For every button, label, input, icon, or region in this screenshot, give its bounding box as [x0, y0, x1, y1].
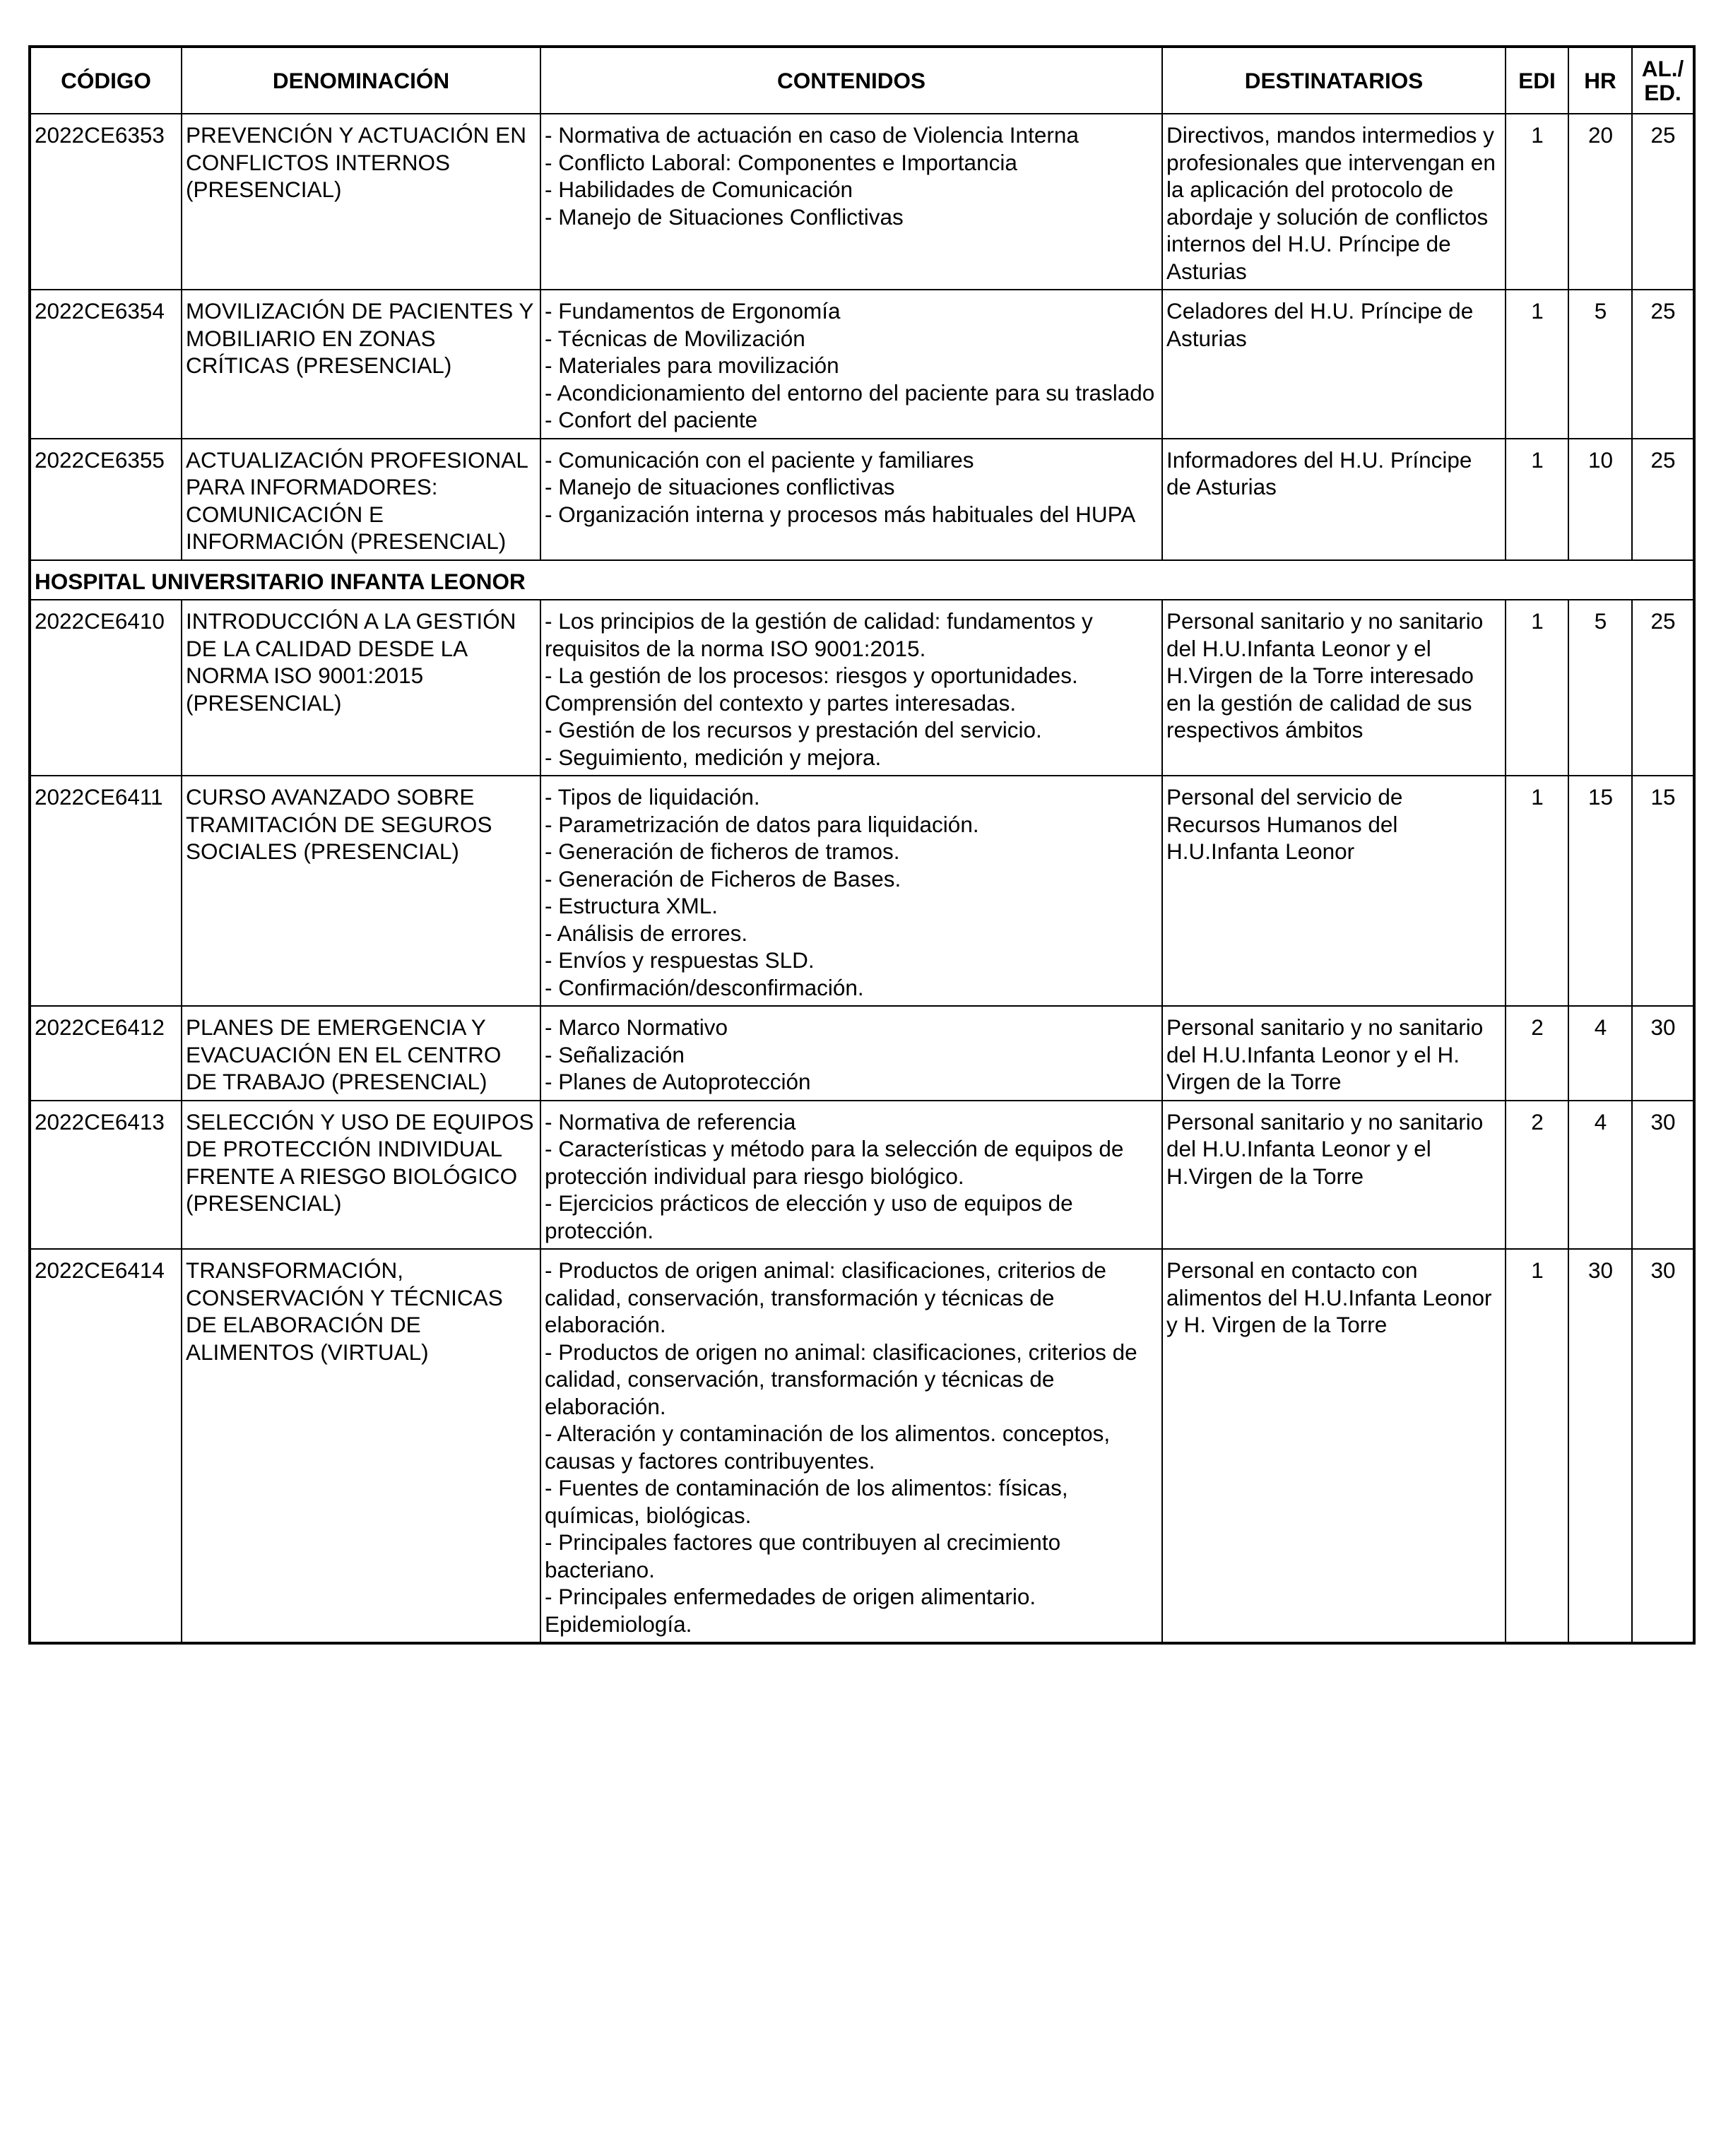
cell-denominacion: TRANSFORMACIÓN, CONSERVACIÓN Y TÉCNICAS DE ELABORACIÓN DE ALIMENTOS (VIRTUAL)	[182, 1249, 540, 1643]
header-codigo: CÓDIGO	[30, 47, 182, 114]
cell-hr: 4	[1568, 1006, 1632, 1101]
table-body-principe-asturias	[30, 114, 1694, 560]
cell-destinatarios: Personal en contacto con alimentos del H.U.Infanta Leonor y H. Virgen de la Torre	[1162, 1249, 1506, 1643]
cell-edi: 1	[1506, 290, 1568, 439]
cell-denominacion: ACTUALIZACIÓN PROFESIONAL PARA INFORMADORES: COMUNICACIÓN E INFORMACIÓN (PRESENCIAL)	[182, 439, 540, 560]
contenido-item: - Normativa de referencia	[545, 1108, 796, 1135]
cell-denominacion: SELECCIÓN Y USO DE EQUIPOS DE PROTECCIÓN INDIVIDUAL FRENTE A RIESGO BIOLÓGICO (PRESENCIAL)	[182, 1101, 540, 1250]
cell-edi: 1	[1506, 114, 1568, 290]
section-header-group	[30, 560, 1694, 600]
header-destinatarios: DESTINATARIOS	[1162, 47, 1506, 114]
contenido-item: - Fundamentos de Ergonomía	[545, 298, 841, 324]
cell-destinatarios: Celadores del H.U. Príncipe de Asturias	[1162, 290, 1506, 439]
cell-denominacion: PLANES DE EMERGENCIA Y EVACUACIÓN EN EL CENTRO DE TRABAJO (PRESENCIAL)	[182, 1006, 540, 1101]
header-al-ed	[1632, 47, 1694, 114]
table-row	[30, 1006, 1694, 1101]
cell-edi: 1	[1506, 439, 1568, 560]
cell-hr: 4	[1568, 1101, 1632, 1250]
cell-al-ed: 25	[1632, 600, 1694, 776]
table-row	[30, 1249, 1694, 1643]
cell-contenidos	[540, 1006, 1162, 1101]
contenido-item: - La gestión de los procesos: riesgos y oportunidades. Comprensión del contexto y partes interesadas.	[545, 663, 1078, 716]
cell-contenidos	[540, 114, 1162, 290]
header-hr: HR	[1568, 47, 1632, 114]
table-row	[30, 776, 1694, 1006]
contenido-item: - Tipos de liquidación.	[545, 784, 760, 810]
contenido-item: - Ejercicios prácticos de elección y uso de equipos de protección.	[545, 1190, 1073, 1243]
table-row	[30, 600, 1694, 776]
cell-denominacion: MOVILIZACIÓN DE PACIENTES Y MOBILIARIO EN ZONAS CRÍTICAS (PRESENCIAL)	[182, 290, 540, 439]
contenido-item: - Manejo de Situaciones Conflictivas	[545, 203, 904, 230]
cell-denominacion: INTRODUCCIÓN A LA GESTIÓN DE LA CALIDAD DESDE LA NORMA ISO 9001:2015 (PRESENCIAL)	[182, 600, 540, 776]
cell-contenidos	[540, 1249, 1162, 1643]
contenido-item: - Técnicas de Movilización	[545, 325, 805, 351]
contenido-item: - Acondicionamiento del entorno del paciente para su traslado	[545, 379, 1155, 405]
cell-hr: 5	[1568, 600, 1632, 776]
header-al-ed-line2: ED.	[1644, 80, 1681, 105]
contenido-item: - Gestión de los recursos y prestación del servicio.	[545, 717, 1042, 742]
cell-destinatarios: Personal sanitario y no sanitario del H.U.Infanta Leonor y el H. Virgen de la Torre	[1162, 1006, 1506, 1101]
cell-al-ed: 15	[1632, 776, 1694, 1006]
contenido-item: - Señalización	[545, 1041, 685, 1067]
cell-edi: 1	[1506, 1249, 1568, 1643]
contenido-item: - Características y método para la selección de equipos de protección individual para riesgo biológico.	[545, 1136, 1124, 1189]
contenido-item: - Generación de ficheros de tramos.	[545, 839, 900, 864]
header-row	[30, 47, 1694, 114]
cell-denominacion: CURSO AVANZADO SOBRE TRAMITACIÓN DE SEGUROS SOCIALES (PRESENCIAL)	[182, 776, 540, 1006]
table-row	[30, 290, 1694, 439]
cell-hr: 30	[1568, 1249, 1632, 1643]
cell-hr: 20	[1568, 114, 1632, 290]
cell-contenidos	[540, 776, 1162, 1006]
cell-hr: 10	[1568, 439, 1632, 560]
contenido-item: - Generación de Ficheros de Bases.	[545, 865, 901, 892]
contenido-item: - Marco Normativo	[545, 1014, 728, 1040]
contenido-item: - Envíos y respuestas SLD.	[545, 947, 815, 973]
contenido-item: - Comunicación con el paciente y familiares	[545, 446, 974, 473]
header-denominacion: DENOMINACIÓN	[182, 47, 540, 114]
cell-al-ed: 30	[1632, 1006, 1694, 1101]
contenido-item: - Alteración y contaminación de los alimentos. conceptos, causas y factores contribuyentes.	[545, 1421, 1111, 1474]
table-body-infanta-leonor	[30, 600, 1694, 1643]
contenido-item: - Materiales para movilización	[545, 353, 839, 378]
cell-destinatarios: Directivos, mandos intermedios y profesionales que intervengan en la aplicación del protocolo de abordaje y solución de conflictos internos del H.U. Príncipe de Asturias	[1162, 114, 1506, 290]
cell-al-ed: 30	[1632, 1101, 1694, 1250]
cell-hr: 5	[1568, 290, 1632, 439]
cell-hr: 15	[1568, 776, 1632, 1006]
section-row	[30, 560, 1694, 600]
contenido-item: - Principales factores que contribuyen al crecimiento bacteriano.	[545, 1529, 1061, 1582]
cell-al-ed: 25	[1632, 290, 1694, 439]
cell-codigo: 2022CE6355	[30, 439, 182, 560]
contenido-item: - Seguimiento, medición y mejora.	[545, 744, 882, 770]
contenido-item: - Habilidades de Comunicación	[545, 177, 853, 202]
contenido-item: - Los principios de la gestión de calidad: fundamentos y requisitos de la norma ISO 9001:2015.	[545, 608, 1093, 661]
cell-edi: 2	[1506, 1006, 1568, 1101]
cell-codigo: 2022CE6413	[30, 1101, 182, 1250]
cell-edi: 2	[1506, 1101, 1568, 1250]
cell-edi: 1	[1506, 776, 1568, 1006]
cell-destinatarios: Personal del servicio de Recursos Humanos del H.U.Infanta Leonor	[1162, 776, 1506, 1006]
contenido-item: - Parametrización de datos para liquidación.	[545, 811, 979, 837]
table-row	[30, 1101, 1694, 1250]
contenido-item: - Fuentes de contaminación de los alimentos: físicas, químicas, biológicas.	[545, 1475, 1068, 1528]
header-al-ed-line1: AL./	[1641, 56, 1684, 81]
cell-contenidos	[540, 600, 1162, 776]
contenido-item: - Principales enfermedades de origen alimentario. Epidemiología.	[545, 1584, 1036, 1637]
contenido-item: - Confort del paciente	[545, 407, 758, 432]
courses-table	[28, 45, 1696, 1645]
cell-codigo: 2022CE6414	[30, 1249, 182, 1643]
cell-destinatarios: Personal sanitario y no sanitario del H.U.Infanta Leonor y el H.Virgen de la Torre interesado en la gestión de calidad de sus respectivos ámbitos	[1162, 600, 1506, 776]
cell-edi: 1	[1506, 600, 1568, 776]
cell-destinatarios: Informadores del H.U. Príncipe de Asturias	[1162, 439, 1506, 560]
cell-destinatarios: Personal sanitario y no sanitario del H.U.Infanta Leonor y el H.Virgen de la Torre	[1162, 1101, 1506, 1250]
cell-al-ed: 25	[1632, 114, 1694, 290]
contenido-item: - Planes de Autoprotección	[545, 1069, 811, 1094]
header-edi: EDI	[1506, 47, 1568, 114]
contenido-item: - Productos de origen no animal: clasificaciones, criterios de calidad, conservación, transformación y técnicas de elaboración.	[545, 1339, 1137, 1419]
contenido-item: - Organización interna y procesos más habituales del HUPA	[545, 501, 1136, 527]
cell-al-ed: 30	[1632, 1249, 1694, 1643]
section-title: HOSPITAL UNIVERSITARIO INFANTA LEONOR	[30, 560, 1694, 600]
document-page	[28, 45, 1693, 1645]
cell-codigo: 2022CE6354	[30, 290, 182, 439]
table-row	[30, 439, 1694, 560]
cell-contenidos	[540, 1101, 1162, 1250]
cell-codigo: 2022CE6410	[30, 600, 182, 776]
cell-contenidos	[540, 290, 1162, 439]
contenido-item: - Estructura XML.	[545, 893, 718, 918]
table-row	[30, 114, 1694, 290]
cell-codigo: 2022CE6353	[30, 114, 182, 290]
contenido-item: - Manejo de situaciones conflictivas	[545, 474, 895, 499]
contenido-item: - Normativa de actuación en caso de Violencia Interna	[545, 122, 1079, 148]
cell-codigo: 2022CE6412	[30, 1006, 182, 1101]
contenido-item: - Productos de origen animal: clasificaciones, criterios de calidad, conservación, transformación y técnicas de elaboración.	[545, 1257, 1106, 1337]
cell-al-ed: 25	[1632, 439, 1694, 560]
cell-codigo: 2022CE6411	[30, 776, 182, 1006]
contenido-item: - Confirmación/desconfirmación.	[545, 974, 864, 1000]
cell-contenidos	[540, 439, 1162, 560]
contenido-item: - Conflicto Laboral: Componentes e Importancia	[545, 149, 1017, 175]
cell-denominacion: PREVENCIÓN Y ACTUACIÓN EN CONFLICTOS INTERNOS (PRESENCIAL)	[182, 114, 540, 290]
header-contenidos: CONTENIDOS	[540, 47, 1162, 114]
contenido-item: - Análisis de errores.	[545, 920, 748, 946]
